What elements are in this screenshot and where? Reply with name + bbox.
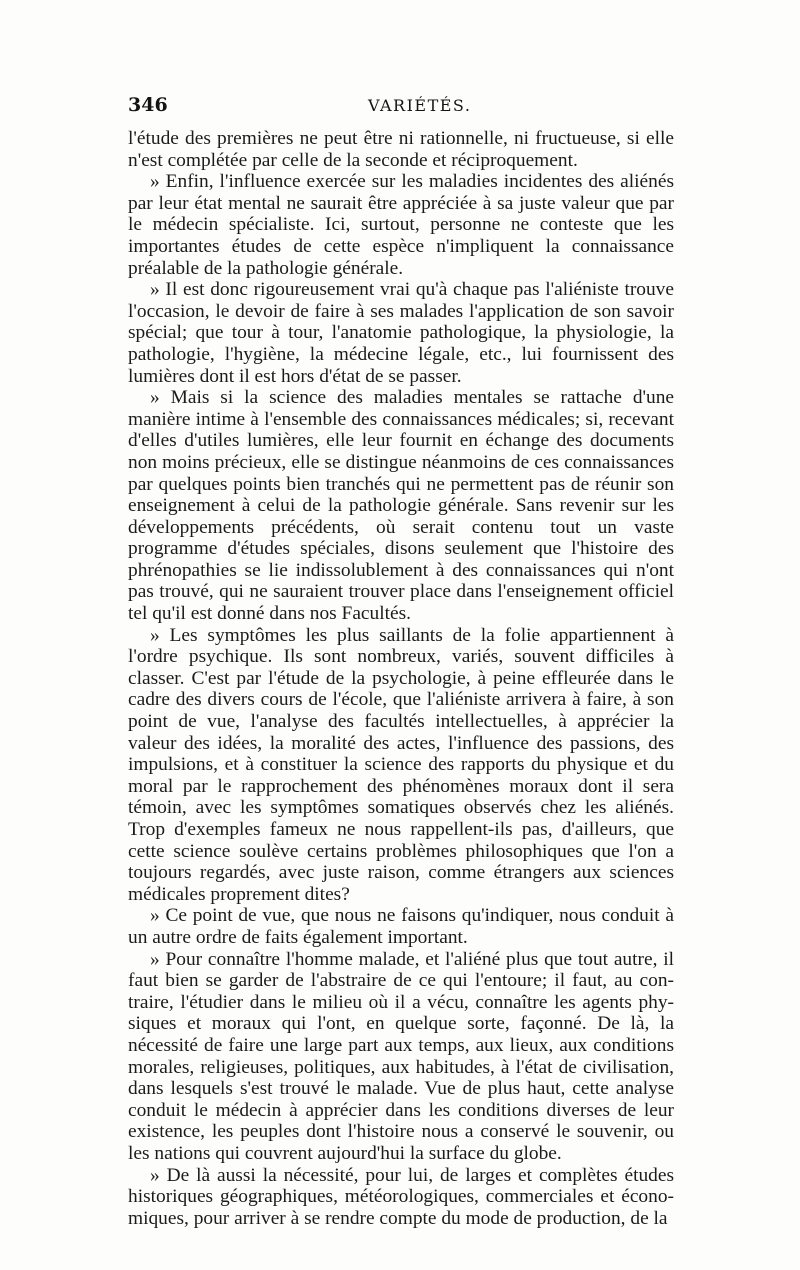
paragraph: » Pour connaître l'homme malade, et l'aliéné plus que tout autre, il faut bien se garder de l'abstraire de ce qui l'entoure; il faut, au contraire, l'étudier dans le milieu où il a vécu, connaître les agents physiques et moraux qui l'ont, en quelque sorte, façonné. De là, la nécessité de faire une large part aux temps, aux lieux, aux conditions morales, religieuses, politiques, aux habitudes, à l'état de civilisation, dans lesquels s'est trouvé le malade. Vue de plus haut, cette analyse conduit le médecin à apprécier dans les conditions diverses de leur existence, les peuples dont l'histoire nous a conservé le souvenir, ou les nations qui couvrent aujourd'hui la surface du globe. xyxy=(128,948,674,1164)
running-head: VARIÉTÉS. xyxy=(368,96,472,115)
paragraph: » Mais si la science des maladies mentales se rattache d'une manière intime à l'ensemble des connaissances médicales; si, recevant d'elles d'utiles lumières, elle leur fournit en échange des documents non moins précieux, elle se distingue néanmoins de ces connaissances par quelques points bien tranchés qui ne permettent pas de réunir son enseignement à celui de la pathologie générale. Sans revenir sur les développements précédents, où serait contenu tout un vaste programme d'études spéciales, disons seulement que l'histoire des phrénopathies se lie indissolublement à des connaissances qui n'ont pas trouvé, qui ne sauraient trouver place dans l'enseignement officiel tel qu'il est donné dans nos Facultés. xyxy=(128,387,674,625)
paragraph: l'étude des premières ne peut être ni rationnelle, ni fructueuse, si elle n'est complétée par celle de la seconde et réciproquement. xyxy=(128,128,674,171)
paragraph: » Ce point de vue, que nous ne faisons qu'indiquer, nous conduit à un autre ordre de faits également important. xyxy=(128,905,674,948)
paragraph: » Enfin, l'influence exercée sur les maladies incidentes des aliénés par leur état mental ne saurait être appréciée à sa juste valeur que par le médecin spécialiste. Ici, surtout, personne ne conteste que les importantes études de cette espèce n'impliquent la connaissance préalable de la pathologie générale. xyxy=(128,171,674,279)
paragraph: » Les symptômes les plus saillants de la folie appartiennent à l'ordre psychique. Ils sont nombreux, variés, souvent difficiles à classer. C'est par l'étude de la psychologie, à peine effleurée dans le cadre des divers cours de l'école, que l'aliéniste arrivera à faire, à son point de vue, l'analyse des facultés intellectuelles, à apprécier la valeur des idées, la moralité des actes, l'influence des passions, des impulsions, et à constituer la science des rapports du physique et du moral par le rapprochement des phénomènes moraux dont il sera témoin, avec les symptômes somatiques observés chez les aliénés. Trop d'exemples fameux ne nous rappellent-ils pas, d'ailleurs, que cette science soulève certains problèmes philosophiques que l'on a toujours regardés, avec juste raison, comme étrangers aux sciences médicales proprement dites? xyxy=(128,624,674,905)
page-header xyxy=(128,94,674,122)
paragraph: » Il est donc rigoureusement vrai qu'à chaque pas l'aliéniste trouve l'occasion, le devoir de faire à ses malades l'application de son savoir spécial; que tour à tour, l'anatomie pathologique, la physiologie, la pathologie, l'hygiène, la médecine légale, etc., lui fournissent des lumières dont il est hors d'état de se passer. xyxy=(128,279,674,387)
paragraph: » De là aussi la nécessité, pour lui, de larges et complètes études historiques géographiques, météorologiques, commerciales et économiques, pour arriver à se rendre compte du mode de production, de la xyxy=(128,1164,674,1229)
page-number: 346 xyxy=(128,94,168,116)
body-text xyxy=(128,128,674,1229)
